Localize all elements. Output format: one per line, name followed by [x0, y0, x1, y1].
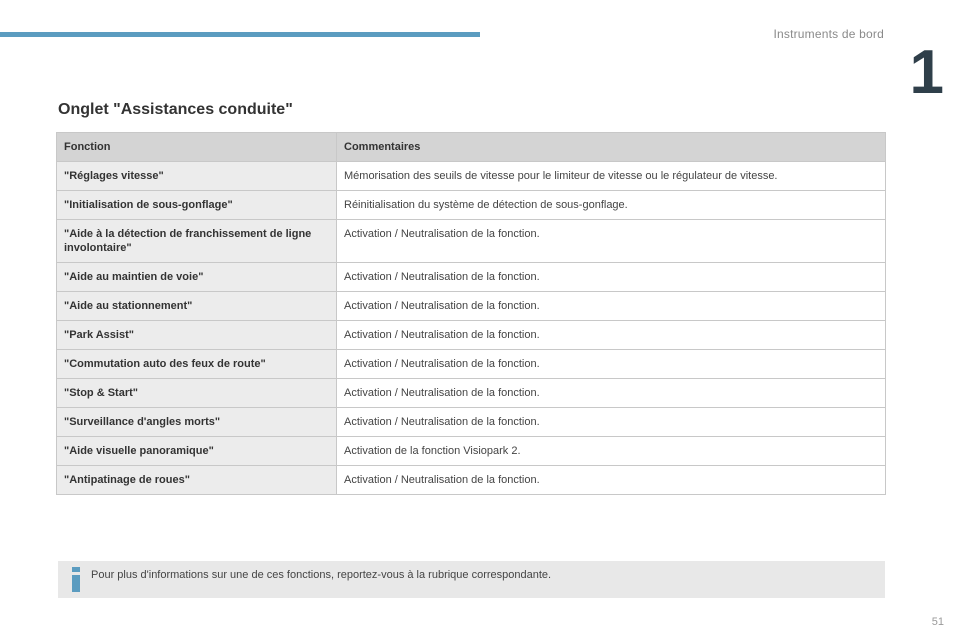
table-row — [57, 220, 886, 263]
function-cell: "Aide visuelle panoramique" — [57, 437, 337, 466]
table-row — [57, 292, 886, 321]
comment-cell: Activation / Neutralisation de la fonction. — [337, 263, 886, 292]
info-note-text: Pour plus d'informations sur une de ces fonctions, reportez-vous à la rubrique correspondante. — [91, 569, 552, 581]
comment-cell: Activation / Neutralisation de la fonction. — [337, 292, 886, 321]
functions-table — [56, 132, 886, 495]
function-cell: "Réglages vitesse" — [57, 162, 337, 191]
function-cell: "Stop & Start" — [57, 379, 337, 408]
function-cell: "Antipatinage de roues" — [57, 466, 337, 495]
comment-cell: Activation / Neutralisation de la fonction. — [337, 220, 886, 263]
table-row — [57, 379, 886, 408]
function-cell: "Aide au maintien de voie" — [57, 263, 337, 292]
chapter-title: Instruments de bord — [773, 27, 884, 41]
column-header-function: Fonction — [57, 133, 337, 162]
function-cell: "Aide au stationnement" — [57, 292, 337, 321]
table-row — [57, 263, 886, 292]
table-row — [57, 408, 886, 437]
function-cell: "Initialisation de sous-gonflage" — [57, 191, 337, 220]
section-title: Onglet "Assistances conduite" — [58, 101, 293, 118]
comment-cell: Activation / Neutralisation de la fonction. — [337, 379, 886, 408]
comment-cell: Réinitialisation du système de détection de sous-gonflage. — [337, 191, 886, 220]
function-cell: "Commutation auto des feux de route" — [57, 350, 337, 379]
table-row — [57, 321, 886, 350]
function-cell: "Park Assist" — [57, 321, 337, 350]
comment-cell: Activation / Neutralisation de la fonction. — [337, 321, 886, 350]
info-icon — [72, 567, 80, 591]
comment-cell: Mémorisation des seuils de vitesse pour le limiteur de vitesse ou le régulateur de vitesse. — [337, 162, 886, 191]
top-accent-bar — [0, 32, 480, 37]
info-note — [58, 561, 885, 598]
table-row — [57, 437, 886, 466]
page-number: 51 — [931, 616, 944, 628]
table-row — [57, 350, 886, 379]
comment-cell: Activation / Neutralisation de la fonction. — [337, 350, 886, 379]
function-cell: "Aide à la détection de franchissement de ligne involontaire" — [57, 220, 337, 263]
table-row — [57, 466, 886, 495]
comment-cell: Activation / Neutralisation de la fonction. — [337, 408, 886, 437]
comment-cell: Activation / Neutralisation de la fonction. — [337, 466, 886, 495]
table-header-row — [57, 133, 886, 162]
function-cell: "Surveillance d'angles morts" — [57, 408, 337, 437]
column-header-comments: Commentaires — [337, 133, 886, 162]
comment-cell: Activation de la fonction Visiopark 2. — [337, 437, 886, 466]
chapter-number: 1 — [909, 38, 944, 107]
table-row — [57, 162, 886, 191]
table-row — [57, 191, 886, 220]
